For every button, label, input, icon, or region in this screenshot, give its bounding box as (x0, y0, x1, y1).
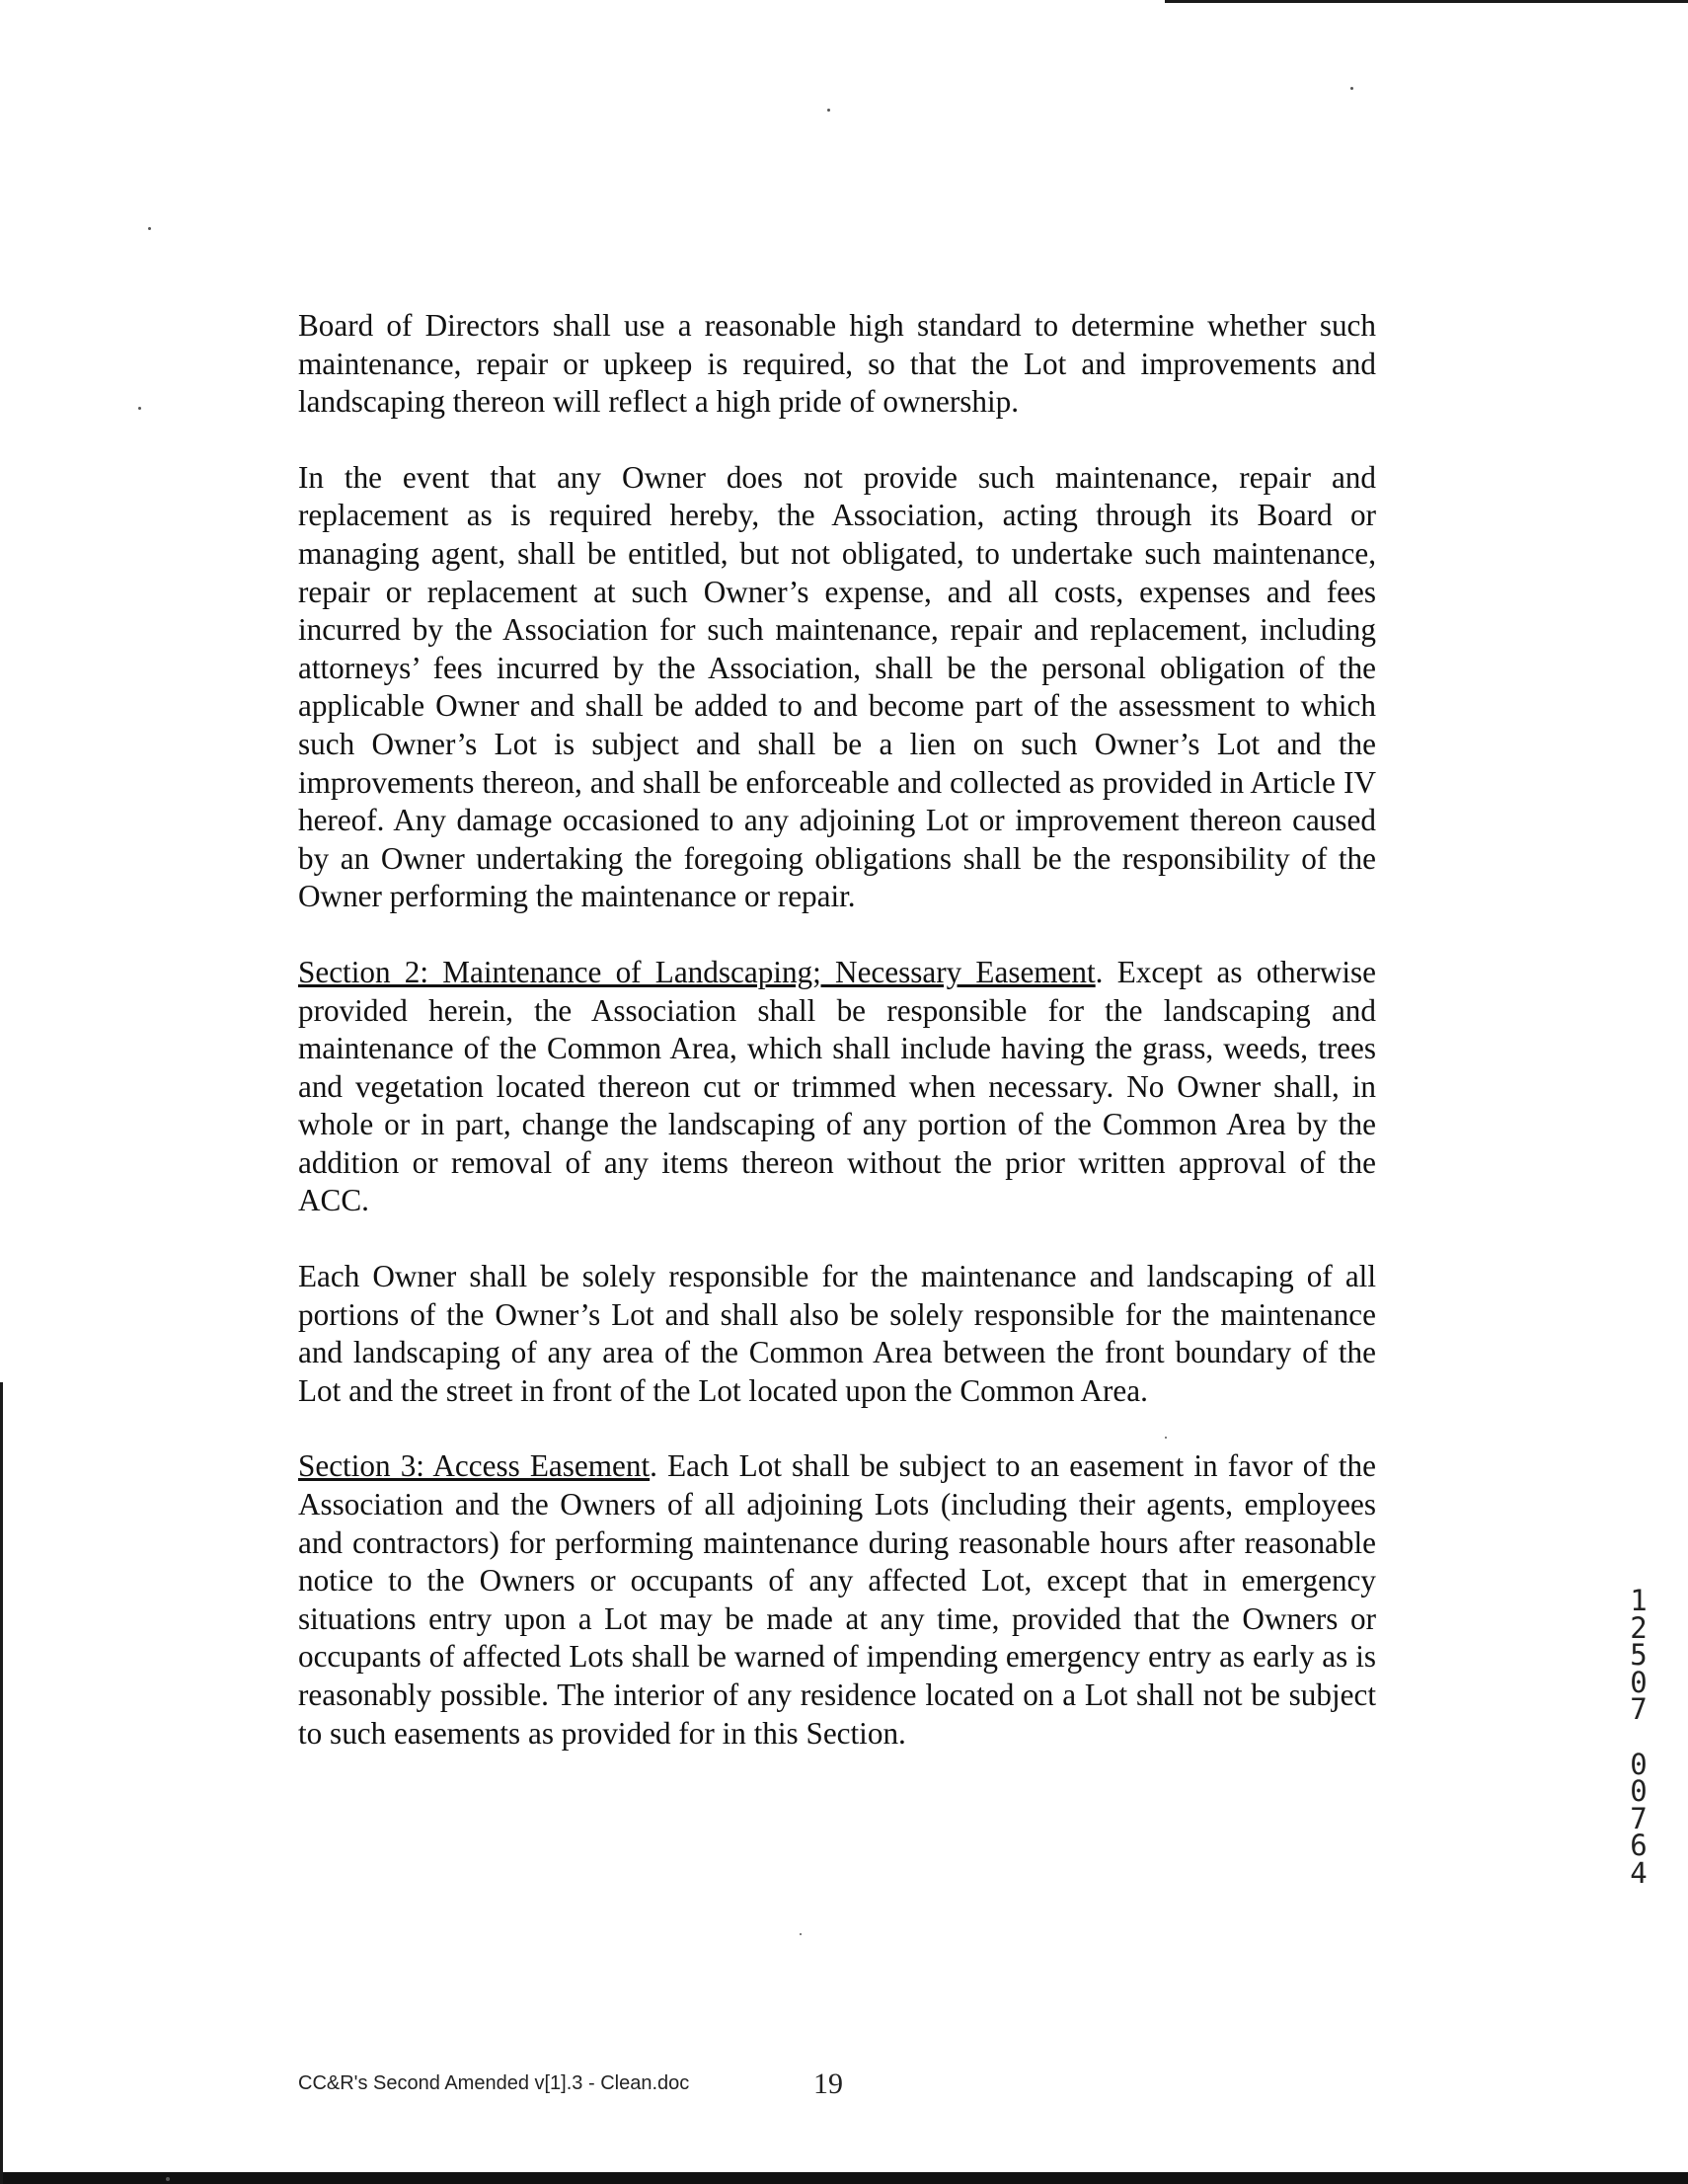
scan-speck (1350, 87, 1353, 90)
paragraph-text: Except as otherwise provided herein, the Association shall be responsible for the landscaping and maintenance of the Common Area, which shall include having the grass, weeds, trees and vegetation located thereon cut or trimmed when necessary. No Owner shall, in whole or in part, change the landscaping of any portion of the Common Area by the addition or removal of any items thereon without the prior written approval of the ACC. (298, 954, 1376, 1218)
stamp-digit: 0 (1630, 1747, 1648, 1781)
scan-speck (148, 227, 151, 230)
paragraph-text: Each Owner shall be solely responsible for the maintenance and landscaping of all portions of the Owner’s Lot and shall also be solely responsible for the maintenance and landscaping of any area of the Common Area between the front boundary of the Lot and the street in front of the Lot located upon the Common Area. (298, 1259, 1376, 1408)
scan-edge-bottom (0, 2172, 1688, 2184)
section-heading: Section 2: Maintenance of Landscaping; Necessary Easement (298, 954, 1096, 989)
paragraph-text: Each Lot shall be subject to an easement in favor of the Association and the Owners of all adjoining Lots (including their agents, employees and contractors) for performing maintenance during reasonable hours after reasonable notice to the Owners or occupants of any affected Lot, except that in emergency situations entry upon a Lot may be made at any time, provided that the Owners or occupants of affected Lots shall be warned of impending emergency entry as early as is reasonably possible. The interior of any residence located on a Lot shall not be subject to such easements as provided for in this Section. (298, 1448, 1376, 1751)
stamp-digit: 4 (1630, 1855, 1648, 1890)
section-heading: Section 3: Access Easement (298, 1448, 651, 1484)
stamp-digit: 2 (1630, 1610, 1648, 1645)
paragraph-text: Board of Directors shall use a reasonable high standard to determine whether such maintenance, repair or upkeep is required, so that the Lot and improvements and landscaping thereon will reflect a high pride of ownership. (298, 308, 1376, 420)
document-body (298, 307, 1376, 1790)
scan-speck (800, 1933, 802, 1935)
paragraph-text: In the event that any Owner does not provide such maintenance, repair and replacement as is required hereby, the Association, acting through its Board or managing agent, shall be entitled, but not obligated, to undertake such maintenance, repair or replacement at such Owner’s expense, and all costs, expenses and fees incurred by the Association for such maintenance, repair and replacement, including attorneys’ fees incurred by the Association, shall be the personal obligation of the applicable Owner and shall be added to and become part of the assessment to which such Owner’s Lot is subject and shall be a lien on such Owner’s Lot and the improvements thereon, and shall be enforceable and collected as provided in Article IV hereof. Any damage occasioned to any adjoining Lot or improvement thereon caused by an Owner undertaking the foregoing obligations shall be the responsibility of the Owner performing the maintenance or repair. (298, 459, 1376, 914)
scan-speck (138, 407, 141, 410)
stamp-digit: 0 (1630, 1774, 1648, 1808)
scan-speck (166, 2177, 170, 2181)
page-number: 19 (813, 2067, 843, 2100)
stamp-digit: 7 (1630, 1692, 1648, 1726)
paragraph-2 (298, 459, 1376, 916)
scan-edge-top (1165, 0, 1688, 3)
section-heading-suffix: . (650, 1448, 657, 1484)
paragraph-section-2 (298, 954, 1376, 1220)
stamp-digit: 0 (1630, 1665, 1648, 1699)
stamp-digit: 7 (1630, 1801, 1648, 1835)
stamp-digit: 6 (1630, 1829, 1648, 1862)
scan-speck (827, 109, 830, 112)
footer-filename: CC&R's Second Amended v[1].3 - Clean.doc (298, 2072, 690, 2094)
section-heading-suffix: . (1095, 954, 1104, 989)
paragraph-1 (298, 307, 1376, 422)
recording-stamp (1619, 1584, 1658, 1890)
paragraph-4 (298, 1258, 1376, 1410)
paragraph-section-3 (298, 1447, 1376, 1753)
stamp-digit: 5 (1630, 1638, 1648, 1672)
scan-edge-left (0, 1382, 3, 2184)
stamp-digit: 1 (1630, 1584, 1648, 1617)
